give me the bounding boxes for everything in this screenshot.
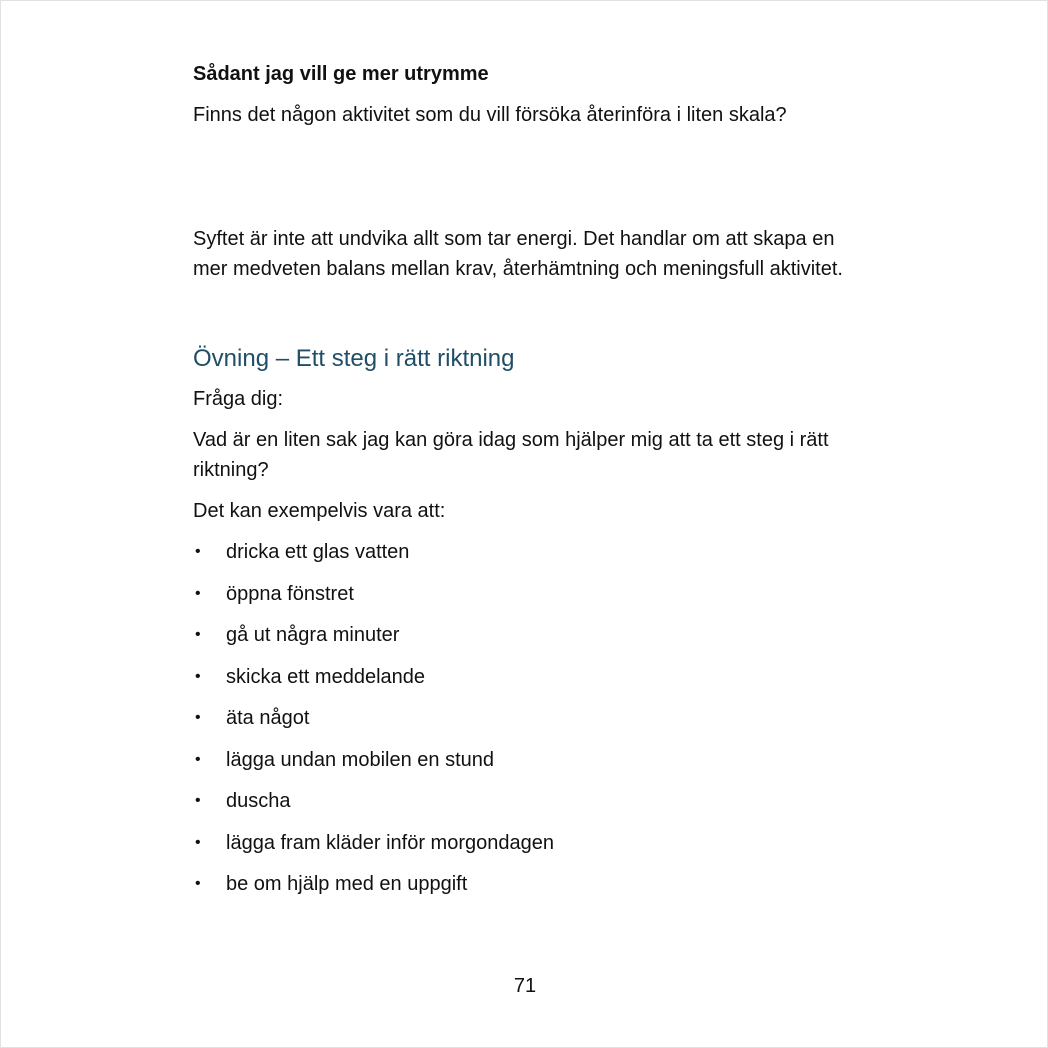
bullet-icon: • bbox=[195, 875, 201, 892]
bullet-icon: • bbox=[195, 750, 201, 768]
page-content bbox=[193, 59, 853, 911]
list-item bbox=[193, 828, 853, 858]
list-item bbox=[193, 620, 853, 650]
bullet-icon: • bbox=[195, 584, 201, 602]
section-heading: Sådant jag vill ge mer utrymme bbox=[193, 63, 489, 85]
list-item-text: be om hjälp med en uppgift bbox=[226, 873, 468, 895]
bullet-icon: • bbox=[195, 792, 201, 809]
list-item-text: lägga fram kläder inför morgondagen bbox=[226, 831, 554, 854]
exercise-intro: Det kan exempelvis vara att: bbox=[193, 500, 446, 522]
list-item-text: äta något bbox=[226, 707, 310, 729]
section-question: Finns det någon aktivitet som du vill försöka återinföra i liten skala? bbox=[193, 104, 787, 126]
list-item bbox=[193, 703, 853, 733]
exercise-question: Vad är en liten sak jag kan göra idag som hjälper mig att ta ett steg i rätt riktning? bbox=[193, 429, 829, 481]
list-item-text: öppna fönstret bbox=[226, 582, 354, 605]
list-item-text: skicka ett meddelande bbox=[226, 665, 426, 688]
list-item-text: dricka ett glas vatten bbox=[226, 541, 410, 563]
page-number: 71 bbox=[513, 975, 537, 997]
list-item bbox=[193, 579, 853, 609]
list-item bbox=[193, 745, 853, 775]
exercise-heading: Övning – Ett steg i rätt riktning bbox=[193, 345, 515, 372]
suggestion-list bbox=[193, 537, 853, 899]
body-paragraph: Syftet är inte att undvika allt som tar energi. Det handlar om att skapa en mer medveten balans mellan krav, återhämtning och meningsfull aktivitet. bbox=[193, 228, 843, 280]
bullet-icon: • bbox=[195, 667, 201, 685]
bullet-icon: • bbox=[195, 709, 201, 726]
bullet-icon: • bbox=[195, 543, 201, 560]
list-item-text: lägga undan mobilen en stund bbox=[226, 748, 494, 771]
list-item bbox=[193, 869, 853, 899]
list-item bbox=[193, 537, 853, 567]
exercise-prompt: Fråga dig: bbox=[193, 388, 284, 410]
list-item bbox=[193, 662, 853, 692]
bullet-icon: • bbox=[195, 626, 201, 643]
bullet-icon: • bbox=[195, 833, 201, 851]
list-item-text: duscha bbox=[226, 790, 291, 812]
list-item bbox=[193, 786, 853, 816]
list-item-text: gå ut några minuter bbox=[226, 624, 400, 646]
